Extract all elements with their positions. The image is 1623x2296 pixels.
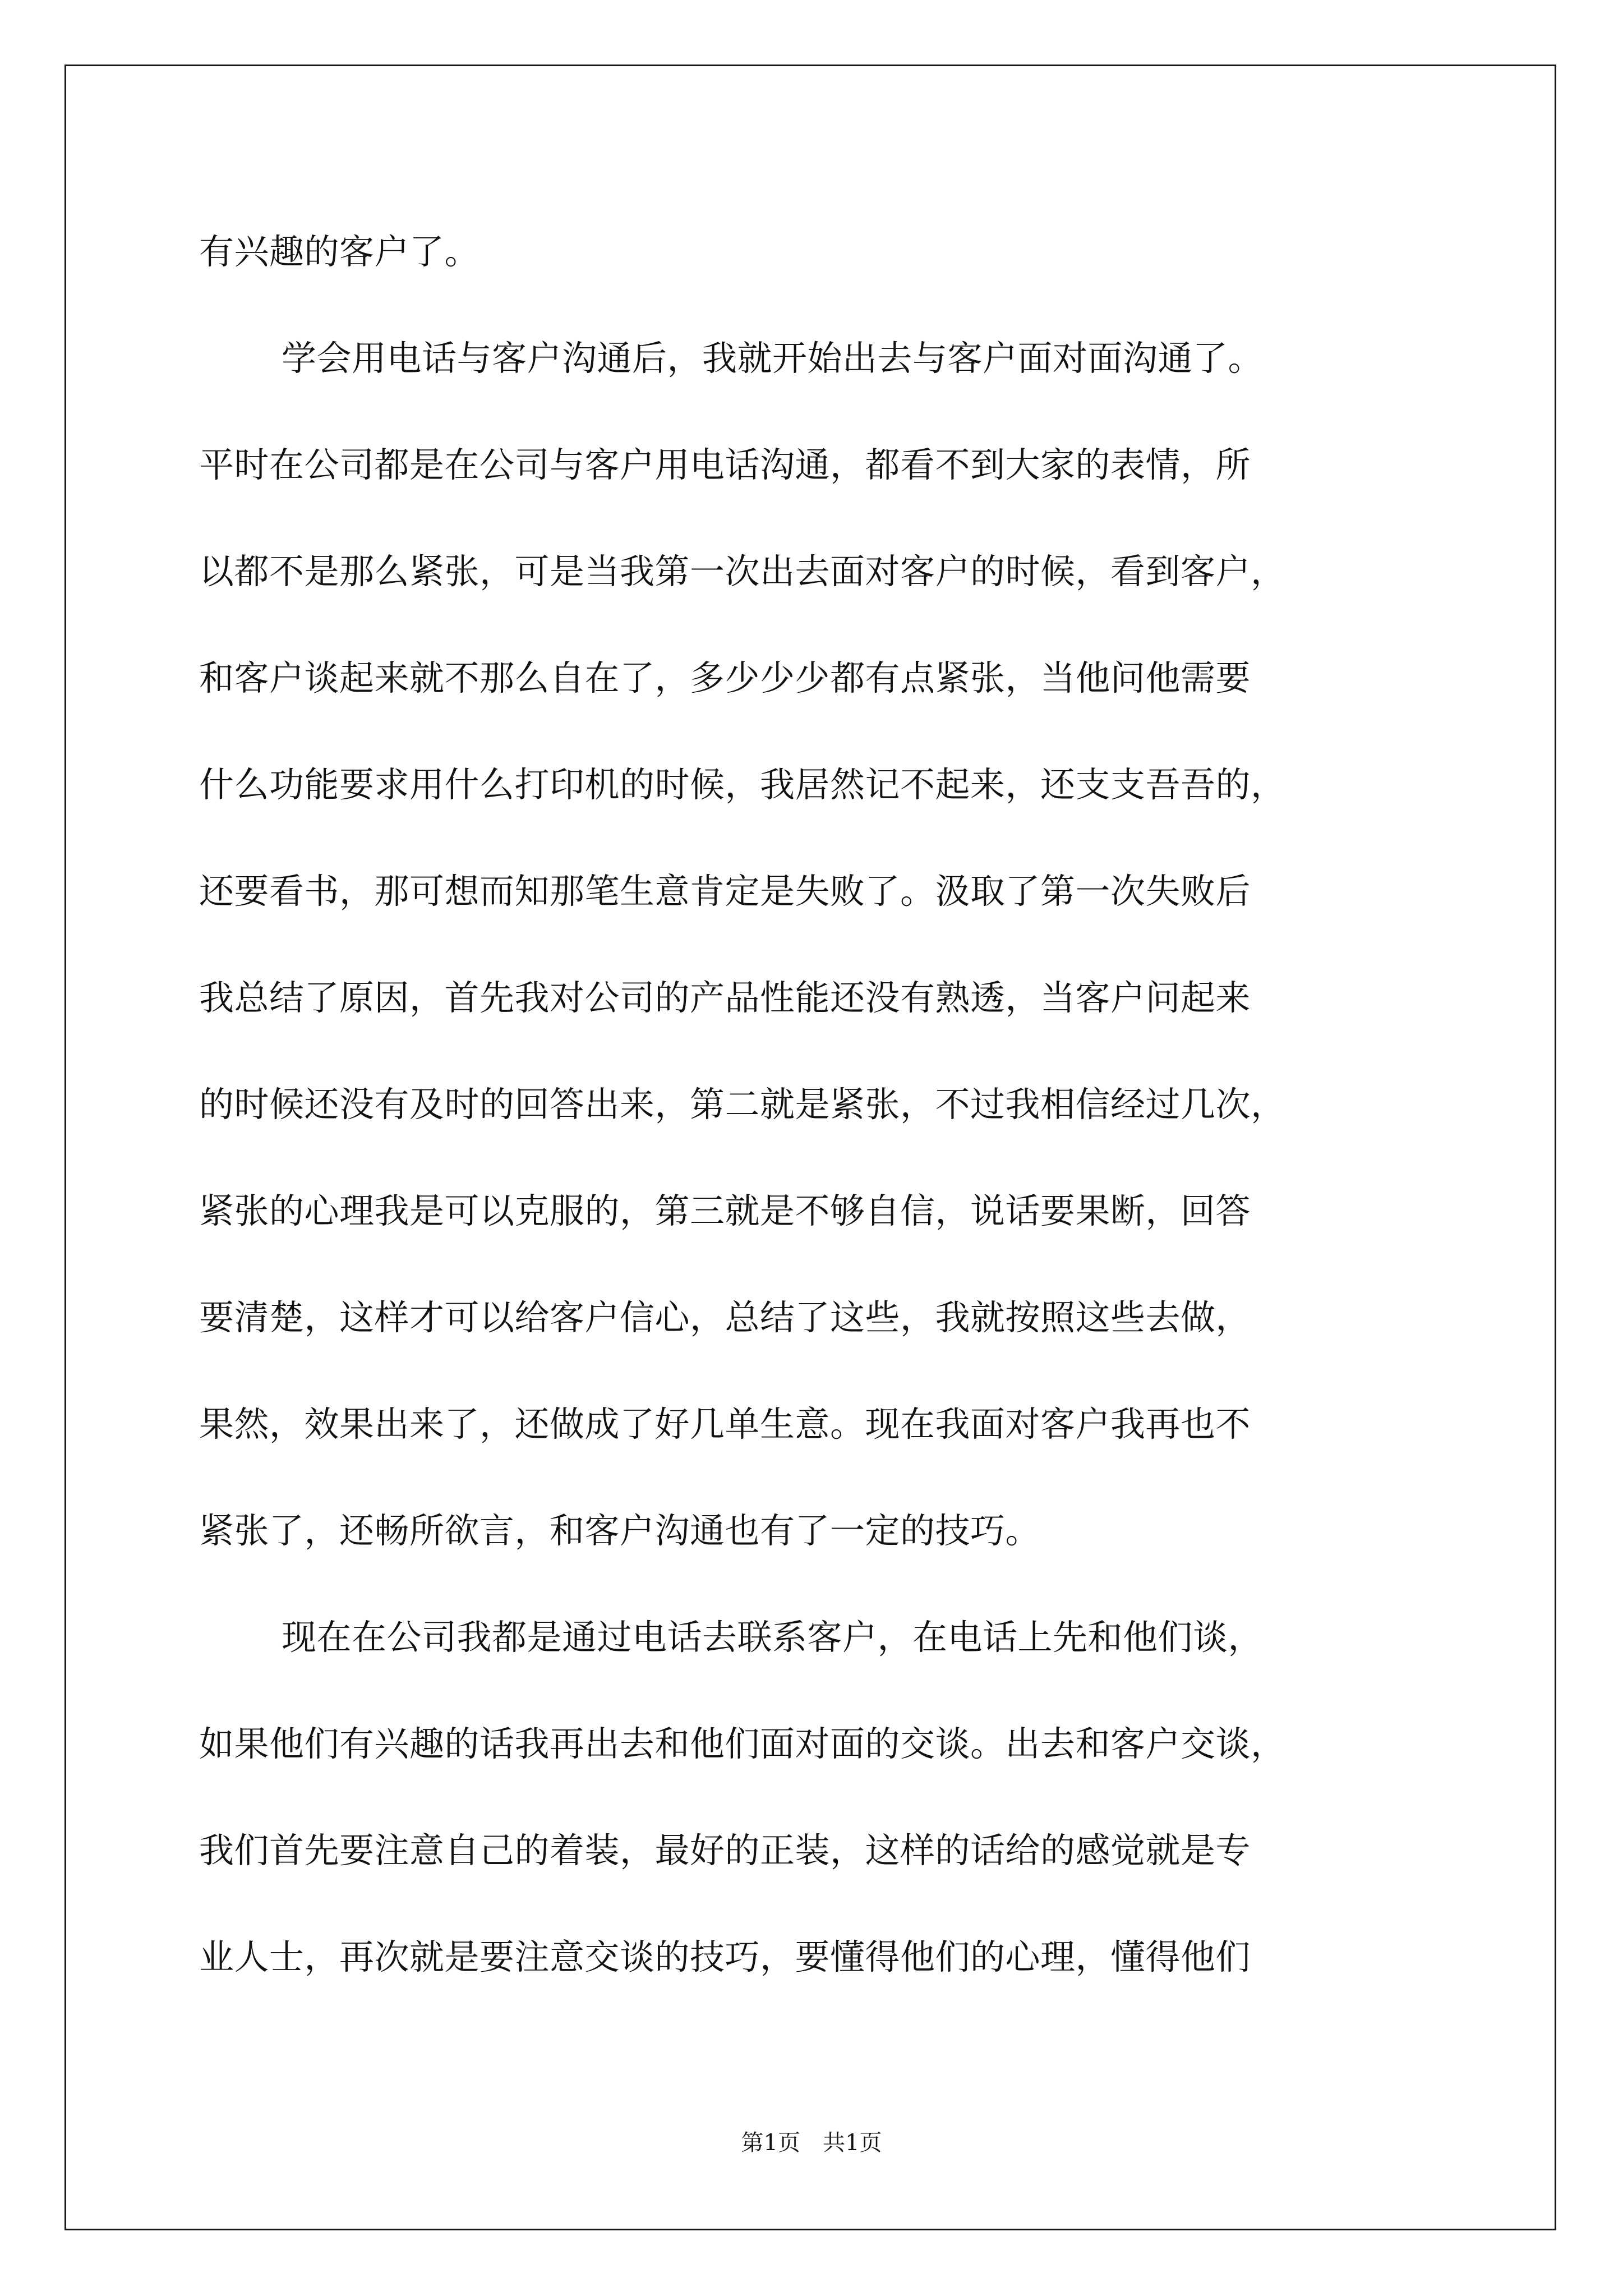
text-line: 紧张的心理我是可以克服的，第三就是不够自信，说话要果断，回答 bbox=[199, 1190, 1251, 1231]
text-line: 和客户谈起来就不那么自在了，多少少少都有点紧张，当他问他需要 bbox=[199, 657, 1251, 698]
text-line: 什么功能要求用什么打印机的时候，我居然记不起来，还支支吾吾的， bbox=[199, 764, 1286, 805]
text-line: 如果他们有兴趣的话我再出去和他们面对面的交谈。出去和客户交谈， bbox=[199, 1723, 1286, 1764]
page-number: 第1页 共1页 bbox=[741, 2130, 882, 2156]
text-line: 平时在公司都是在公司与客户用电话沟通，都看不到大家的表情，所 bbox=[199, 444, 1251, 485]
text-line: 我们首先要注意自己的着装，最好的正装，这样的话给的感觉就是专 bbox=[199, 1830, 1251, 1871]
text-line: 果然，效果出来了，还做成了好几单生意。现在我面对客户我再也不 bbox=[199, 1404, 1251, 1444]
text-line: 以都不是那么紧张，可是当我第一次出去面对客户的时候，看到客户， bbox=[199, 551, 1286, 592]
paragraph-first-line: 现在在公司我都是通过电话去联系客户，在电话上先和他们谈， bbox=[282, 1617, 1264, 1658]
text-line: 的时候还没有及时的回答出来，第二就是紧张，不过我相信经过几次， bbox=[199, 1084, 1286, 1125]
text-line: 有兴趣的客户了。 bbox=[199, 231, 480, 272]
text-line: 紧张了，还畅所欲言，和客户沟通也有了一定的技巧。 bbox=[199, 1510, 1041, 1551]
text-line: 我总结了原因，首先我对公司的产品性能还没有熟透，当客户问起来 bbox=[199, 977, 1251, 1018]
text-line: 还要看书，那可想而知那笔生意肯定是失败了。汲取了第一次失败后 bbox=[199, 871, 1251, 912]
text-line: 业人士，再次就是要注意交谈的技巧，要懂得他们的心理，懂得他们 bbox=[199, 1936, 1251, 1977]
text-line: 要清楚，这样才可以给客户信心，总结了这些，我就按照这些去做， bbox=[199, 1297, 1251, 1338]
paragraph-first-line: 学会用电话与客户沟通后，我就开始出去与客户面对面沟通了。 bbox=[282, 338, 1264, 379]
